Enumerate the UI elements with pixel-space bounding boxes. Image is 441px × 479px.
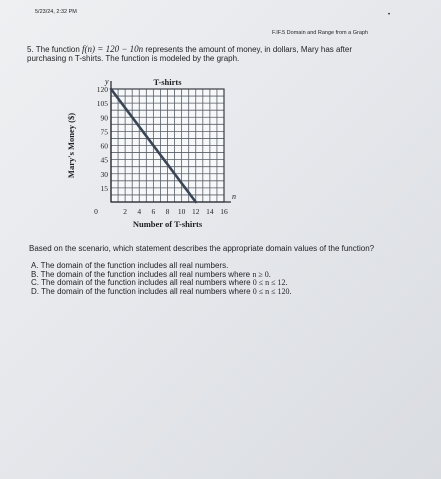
document-title: F.IF.5 Domain and Range from a Graph <box>272 30 368 36</box>
choice-a-text: A. The domain of the function includes all real numbers. <box>31 261 229 270</box>
choice-c-text: C. The domain of the function includes all real numbers where <box>31 278 253 287</box>
choice-d-text: D. The domain of the function includes all real numbers where <box>31 286 253 296</box>
x-tick-label: 12 <box>192 207 200 216</box>
x-tick-label: 4 <box>137 207 142 216</box>
y-axis-letter: y <box>105 77 109 86</box>
stray-mark: • <box>388 12 391 18</box>
x-tick-label: 6 <box>151 207 156 216</box>
question-prompt: Based on the scenario, which statement describes the appropriate domain values of the function? <box>29 244 375 253</box>
y-tick-label: 45 <box>100 155 108 165</box>
x-tick-label: 14 <box>206 207 214 216</box>
choice-d[interactable] <box>31 288 292 297</box>
chart-title: T-shirts <box>153 77 182 87</box>
x-tick-label: 16 <box>220 207 228 216</box>
y-tick-label: 30 <box>100 169 108 179</box>
x-tick-label: 8 <box>165 207 170 216</box>
choice-c-math: 0 ≤ n ≤ 12. <box>252 278 288 287</box>
choice-b-text: B. The domain of the function includes all real numbers where <box>31 269 253 279</box>
x-tick-label: 10 <box>177 207 186 216</box>
y-tick-label: 90 <box>100 113 108 123</box>
x-tick-label: 2 <box>123 207 127 216</box>
question-line-1 <box>27 44 352 54</box>
function-formula: f(n) = 120 − 10n <box>82 44 144 54</box>
y-tick-label: 15 <box>100 183 108 193</box>
x-tick-label: 0 <box>94 207 98 216</box>
y-axis-label: Mary's Money ($) <box>66 112 76 179</box>
print-datetime: 5/23/24, 2:32 PM <box>35 9 77 15</box>
choice-b-math: n ≥ 0. <box>252 269 271 279</box>
tshirts-graph <box>58 72 248 237</box>
question-line-2: purchasing n T-shirts. The function is modeled by the graph. <box>27 54 240 63</box>
question-intro-rest: represents the amount of money, in dollars, Mary has after <box>143 45 352 54</box>
chart-svg <box>58 72 248 237</box>
x-axis-label: Number of T-shirts <box>132 219 203 229</box>
y-tick-label: 60 <box>100 141 108 151</box>
y-tick-label: 105 <box>96 99 108 109</box>
x-axis-letter: n <box>232 192 236 201</box>
question-intro: 5. The function <box>27 45 82 54</box>
y-tick-label: 75 <box>100 127 108 137</box>
y-tick-label: 120 <box>96 85 108 94</box>
choice-d-math: 0 ≤ n ≤ 120. <box>252 286 292 296</box>
answer-choices <box>31 262 292 296</box>
